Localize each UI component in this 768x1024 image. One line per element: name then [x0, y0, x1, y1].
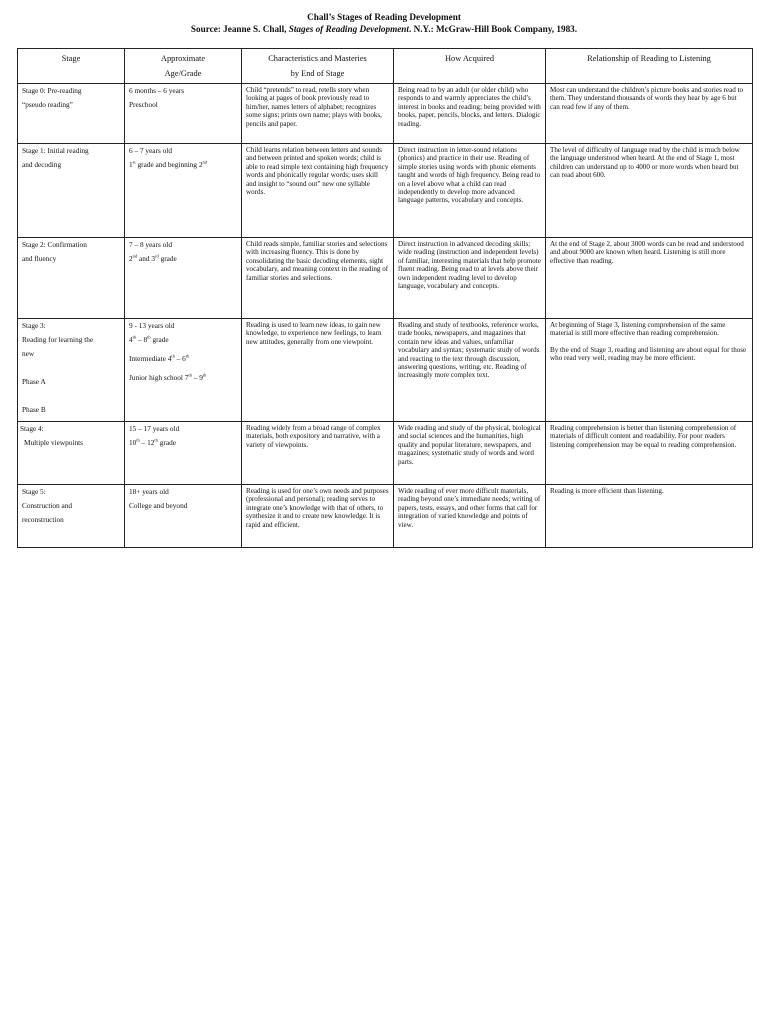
table-row	[18, 84, 753, 144]
header-age: Approximate Age/Grade	[125, 49, 242, 84]
table-row	[18, 422, 753, 485]
header-stage: Stage	[18, 49, 125, 84]
relationship-cell: Most can understand the children’s picture books and stories read to them. They understand thousands of words they hear by age 6 but can read few if any of them.	[546, 84, 753, 144]
age-cell: 6 months – 6 years Preschool	[125, 84, 242, 144]
title-line: Chall’s Stages of Reading Development	[307, 12, 461, 22]
age-cell: 15 – 17 years old 10th – 12th grade	[125, 422, 242, 485]
stage-cell: Stage 0: Pre-reading “pseudo reading”	[18, 84, 125, 144]
characteristics-cell: Reading is used to learn new ideas, to gain new knowledge, to experience new feelings, to learn new attitudes, generally from one viewpoint.	[242, 319, 394, 422]
age-cell: 7 – 8 years old 2nd and 3rd grade	[125, 238, 242, 319]
document-title	[0, 11, 768, 35]
age-cell: 6 – 7 years old 1st grade and beginning 2nd	[125, 144, 242, 238]
how-acquired-cell: Reading and study of textbooks, reference works, trade books, newspapers, and magazines that contain new ideas and values, unfamiliar vocabulary and syntax; systematic study of words and reacting to the text through discussion, answering questions, writing, etc. Reading of increasingly more complex text.	[394, 319, 546, 422]
source-suffix: . N.Y.: McGraw-Hill Book Company, 1983.	[408, 24, 578, 34]
source-prefix: Source: Jeanne S. Chall,	[190, 24, 289, 34]
stage-cell: Stage 2: Confirmation and fluency	[18, 238, 125, 319]
how-acquired-cell: Wide reading of ever more difficult materials, reading beyond one’s immediate needs; writing of papers, tests, essays, and other forms that call for integration of varied knowledge and points of view.	[394, 485, 546, 548]
how-acquired-cell: Direct instruction in letter-sound relations (phonics) and practice in their use. Reading of simple stories using words with phonic elements taught and words of high frequency. Being read to on a level above what a child can read independently to develop more advanced language patterns, vocabulary and concepts.	[394, 144, 546, 238]
relationship-cell: Reading is more efficient than listening.	[546, 485, 753, 548]
source-line	[0, 23, 768, 35]
stage-cell: Stage 1: Initial reading and decoding	[18, 144, 125, 238]
characteristics-cell: Reading is used for one’s own needs and purposes (professional and personal); reading serves to integrate one’s knowledge with that of others, to synthesize it and to create new knowledge. It is rapid and efficient.	[242, 485, 394, 548]
characteristics-cell: Child reads simple, familiar stories and selections with increasing fluency. This is done by consolidating the basic decoding elements, sight vocabulary, and meaning context in the reading of familiar stories and selections.	[242, 238, 394, 319]
header-row	[18, 49, 753, 84]
table-row	[18, 485, 753, 548]
table-row	[18, 319, 753, 422]
relationship-cell: At beginning of Stage 3, listening comprehension of the same material is still more effective than reading comprehension. By the end of Stage 3, reading and listening are about equal for those who read very well, reading may be more efficient.	[546, 319, 753, 422]
age-cell: 18+ years old College and beyond	[125, 485, 242, 548]
how-acquired-cell: Direct instruction in advanced decoding skills; wide reading (instruction and independent levels) of familiar, interesting materials that help promote fluent reading. Being read to at levels above their own independent reading level to develop language, vocabulary and concepts.	[394, 238, 546, 319]
characteristics-cell: Child learns relation between letters and sounds and between printed and spoken words; child is able to read simple text containing high frequency words and phonically regular words; uses skill and insight to “sound out” new one syllable words.	[242, 144, 394, 238]
stage-cell: Stage 3: Reading for learning the new Phase A Phase B	[18, 319, 125, 422]
table-row	[18, 238, 753, 319]
stage-cell: Stage 4: Multiple viewpoints	[18, 422, 125, 485]
relationship-cell: At the end of Stage 2, about 3000 words can be read and understood and about 9000 are known when heard. Listening is still more effective than reading.	[546, 238, 753, 319]
stage-cell: Stage 5: Construction and reconstruction	[18, 485, 125, 548]
characteristics-cell: Reading widely from a broad range of complex materials, both expository and narrative, with a variety of viewpoints.	[242, 422, 394, 485]
stages-table	[17, 48, 753, 548]
age-cell: 9 - 13 years old 4th – 8th grade Intermediate 4th – 6th Junior high school 7th – 9th	[125, 319, 242, 422]
header-characteristics: Characteristics and Masteries by End of Stage	[242, 49, 394, 84]
header-relationship: Relationship of Reading to Listening	[546, 49, 753, 84]
how-acquired-cell: Wide reading and study of the physical, biological and social sciences and the humanities, high quality and popular literature, newspapers, and magazines; systematic study of words and word parts.	[394, 422, 546, 485]
relationship-cell: Reading comprehension is better than listening comprehension of materials of difficult content and readability. For poor readers listening comprehension may be equal to reading comprehension.	[546, 422, 753, 485]
header-how-acquired: How Acquired	[394, 49, 546, 84]
how-acquired-cell: Being read to by an adult (or older child) who responds to and warmly appreciates the child’s interest in books and reading; being provided with books, paper, pencils, blocks, and letters. Dialogic reading.	[394, 84, 546, 144]
relationship-cell: The level of difficulty of language read by the child is much below the language understood when heard. At the end of Stage 1, most children can understand up to 4000 or more words when heard but can read about 600.	[546, 144, 753, 238]
characteristics-cell: Child “pretends” to read, retells story when looking at pages of book previously read to him/her, names letters of alphabet; recognizes some signs; prints own name; plays with books, pencils and paper.	[242, 84, 394, 144]
table-row	[18, 144, 753, 238]
source-book-title: Stages of Reading Development	[288, 24, 409, 34]
